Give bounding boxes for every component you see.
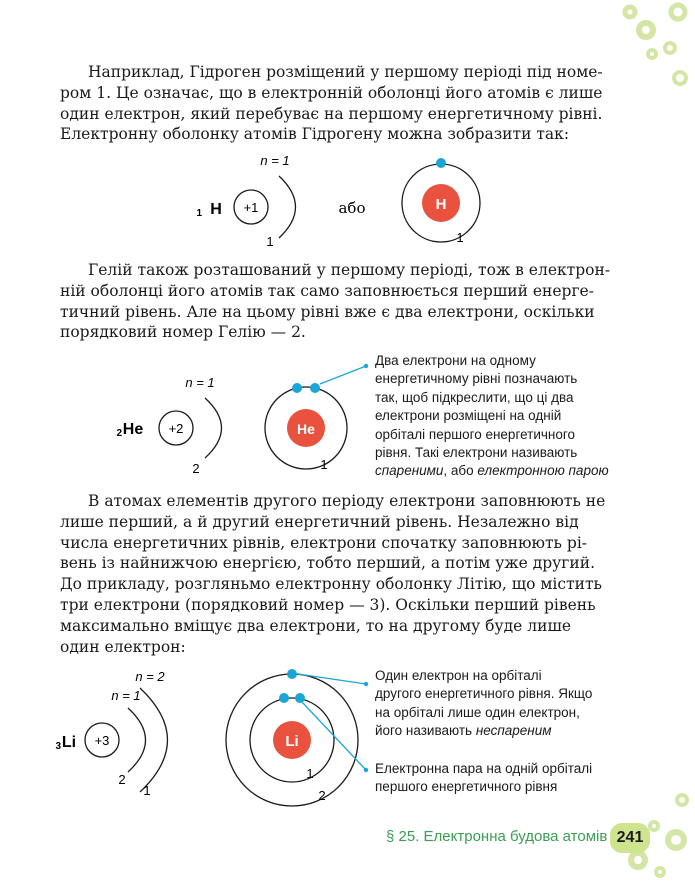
note-line: орбіталі першого енергетичного <box>375 426 575 442</box>
helium-charge: +2 <box>168 421 184 436</box>
lithium-electron <box>279 693 289 703</box>
hydrogen-orbit-count: 1 <box>456 230 464 245</box>
note-line: другого енергетичного рівня. Якщо <box>375 686 593 702</box>
helium-level-count: 2 <box>192 461 200 476</box>
text-line: один електрон: <box>60 637 186 656</box>
lithium-orbit2-count: 2 <box>318 788 326 803</box>
text-line: Електронну оболонку атомів Гідрогену можна зобразити так: <box>60 125 570 144</box>
text-line: максимально вміщує два електрони, то на другому буде лише <box>60 616 572 635</box>
helium-atomic-number: 2 <box>116 428 122 439</box>
text-line: До прикладу, розгляньмо електронну оболонку Літію, що містить <box>60 575 602 594</box>
text-line: вень із найнижчою енергією, тобто перший, а потім уже другий. <box>60 554 596 573</box>
note-line: енергетичному рівні позначають <box>375 371 578 387</box>
text-line: В атомах елементів другого періоду електрони заповнюють не <box>88 492 606 510</box>
note-italic: електронною парою <box>477 463 609 479</box>
note-line: рівня. Такі електрони називають <box>375 445 578 461</box>
helium-nucleus-label: He <box>297 421 315 437</box>
text-line: тичний рівень. Але на цьому рівні вже є два електрони, оскільки <box>60 302 595 321</box>
lithium-symbol: Li <box>61 734 77 751</box>
note-line <box>375 722 592 740</box>
note-line: Один електрон на орбіталі <box>375 668 542 683</box>
lithium-level1-count: 2 <box>118 772 126 787</box>
note-plain: його називають <box>375 723 476 739</box>
or-word: або <box>338 199 366 217</box>
note-line: першого енергетичного рівня <box>375 779 558 795</box>
text-line: числа енергетичних рівнів, електрони спочатку заповнюють рі- <box>60 533 588 552</box>
hydrogen-level-label: n = 1 <box>260 153 290 168</box>
lithium-level2-count: 1 <box>143 783 151 798</box>
note-line: на орбіталі лише один електрон, <box>375 704 580 720</box>
lithium-electron <box>295 693 305 703</box>
lithium-note-pair <box>375 760 592 797</box>
lithium-level1-label: n = 1 <box>111 688 141 703</box>
hydrogen-symbol: H <box>210 201 222 218</box>
lithium-nucleus-label: Li <box>285 733 299 750</box>
page-number: 241 <box>610 823 650 853</box>
helium-symbol: He <box>122 421 144 438</box>
lithium-level2-label: n = 2 <box>135 669 165 684</box>
text-line: Наприклад, Гідроген розміщений у першому періоді під номе- <box>88 63 603 81</box>
lithium-charge: +3 <box>94 733 110 748</box>
lithium-callout-line-2 <box>302 702 366 770</box>
helium-orbit-count: 1 <box>320 457 328 472</box>
note-line: Електронна пара на одній орбіталі <box>375 761 593 776</box>
lithium-callout-dot <box>364 768 368 772</box>
note-italic: неспареним <box>475 723 552 739</box>
note-line: електрони розміщені на одній <box>375 408 562 424</box>
text-line: три електрони (порядковий номер — 3). Оскільки перший рівень <box>60 595 596 614</box>
hydrogen-atomic-number: 1 <box>196 208 202 219</box>
text-line: лише перший, а й другий енергетичний рівень. Незалежно від <box>60 512 579 531</box>
lithium-energy-arc-2 <box>140 688 168 792</box>
footer-section-title: § 25. Електронна будова атомів <box>386 828 608 845</box>
note-line: Два електрони на одному <box>375 353 536 368</box>
lithium-callout-line-1 <box>298 674 366 684</box>
lithium-orbit1-count: 1 <box>306 766 314 781</box>
text-line: один електрон, який перебуває на першому енергетичному рівні. <box>60 104 603 123</box>
lithium-atomic-number: 3 <box>55 741 61 752</box>
text-line: порядковий номер Гелію — 2. <box>60 323 306 342</box>
text-line: ній оболонці його атомів так само заповнюється перший енерге- <box>60 281 594 300</box>
lithium-note-unpaired <box>375 667 592 741</box>
note-plain: , або <box>443 463 478 479</box>
note-line: так, щоб підкреслити, що ці два <box>375 389 574 405</box>
note-italic: спареними <box>375 463 444 479</box>
text-line: Гелій також розташований у першому періоді, тож в електрон- <box>88 261 611 279</box>
lithium-energy-arc-1 <box>128 708 146 772</box>
hydrogen-charge: +1 <box>243 200 259 215</box>
hydrogen-nucleus-label: H <box>435 196 447 213</box>
helium-level-label: n = 1 <box>185 375 215 390</box>
lithium-electron-unpaired <box>287 669 297 679</box>
text-line: ром 1. Це означає, що в електронній оболонці його атомів є лише <box>60 83 603 102</box>
lithium-callout-dot <box>364 682 368 686</box>
hydrogen-level-count: 1 <box>266 234 274 249</box>
